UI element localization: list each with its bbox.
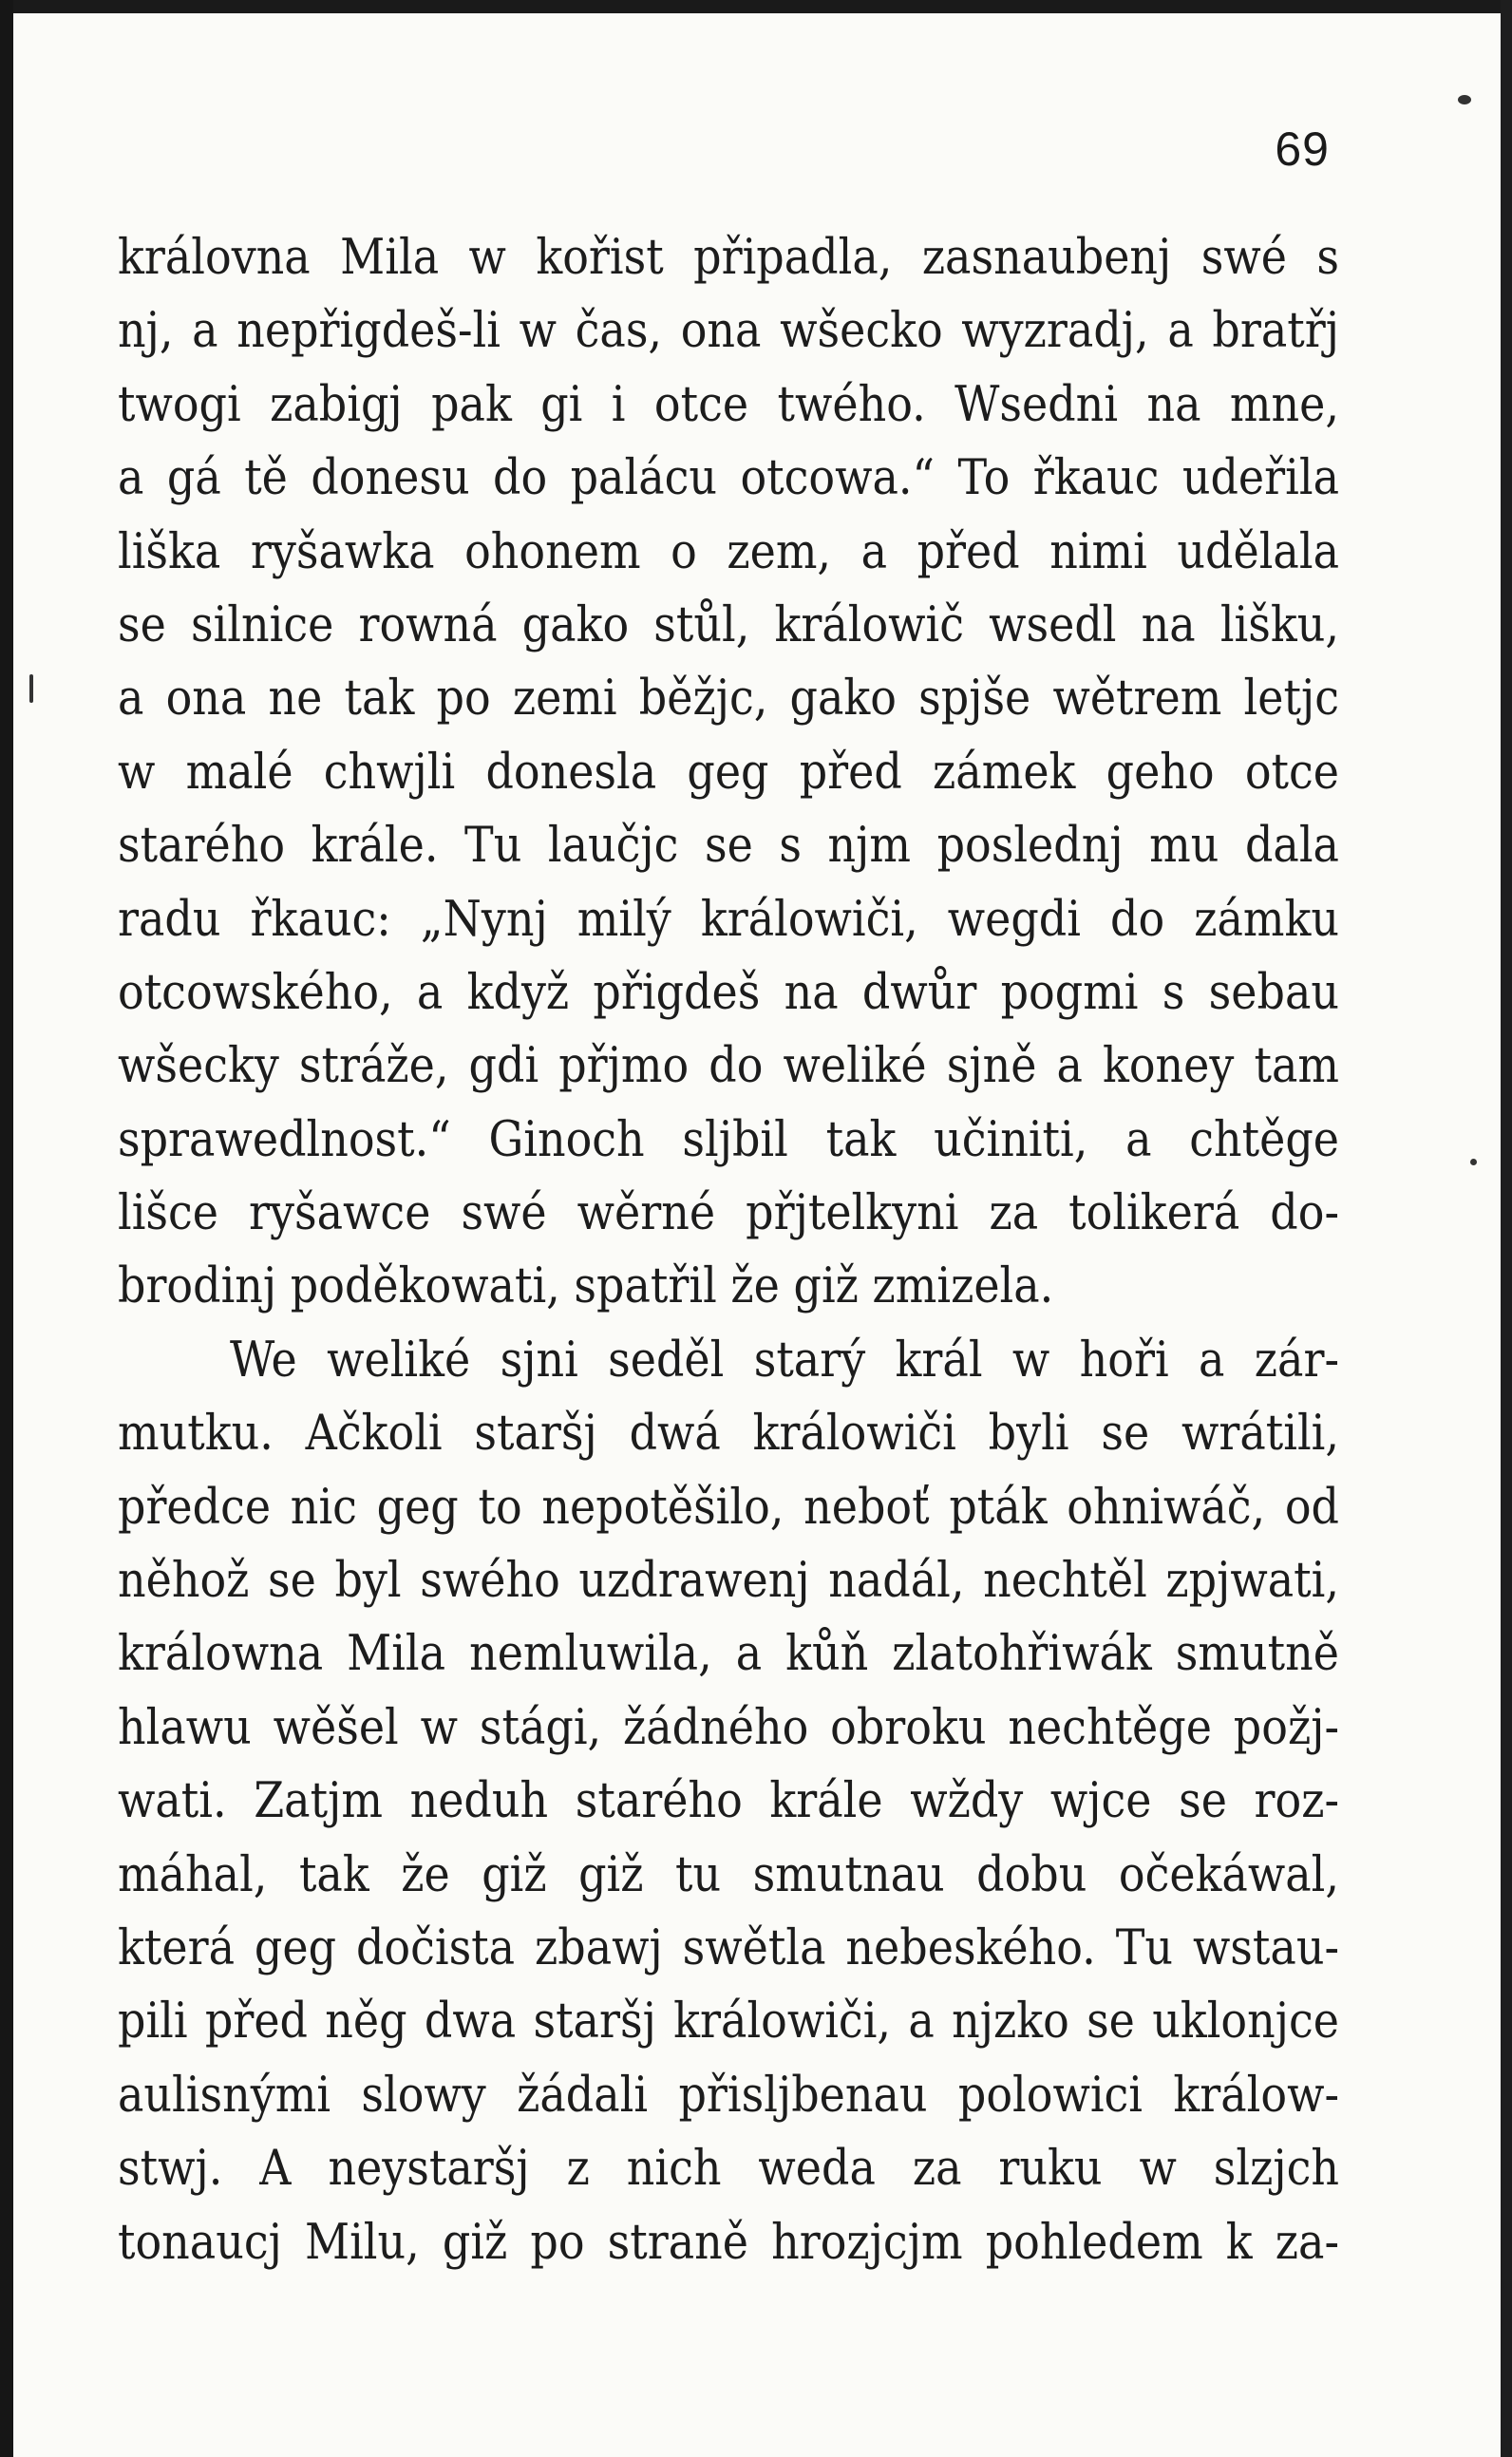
text-line: aulisnými slowy žádali přisljbenau polowici králow-: [118, 2065, 1339, 2123]
text-line: otcowského, a když přigdeš na dwůr pogmi s sebau: [118, 962, 1339, 1021]
text-line: něhož se byl swého uzdrawenj nadál, nechtěl zpjwati,: [118, 1550, 1339, 1609]
text-line: radu řkauc: „Nynj milý králowiči, wegdi do zámku: [118, 889, 1339, 947]
text-line: sprawedlnost.“ Ginoch sljbil tak učiniti, a chtěge: [118, 1109, 1339, 1167]
scan-edge-left: [0, 0, 13, 2457]
text-line: w malé chwjli donesla geg před zámek geho otce: [118, 742, 1339, 800]
text-line: pili před něg dwa staršj králowiči, a njzko se uklonjce: [118, 1992, 1339, 2050]
text-line: nj, a nepřigdeš-li w čas, ona wšecko wyzradj, a bratřj: [118, 301, 1339, 359]
scan-edge-top: [0, 0, 1512, 13]
scan-speck: [29, 674, 33, 703]
text-line: a gá tě donesu do palácu otcowa.“ To řkauc udeřila: [118, 447, 1339, 506]
text-line: se silnice rowná gako stůl, králowič wsedl na lišku,: [118, 595, 1339, 653]
scan-speck: [1470, 1159, 1477, 1165]
page-number: 69: [1275, 123, 1330, 176]
text-line: wati. Zatjm neduh starého krále wždy wjce se roz-: [118, 1770, 1339, 1829]
text-line: máhal, tak že giž giž tu smutnau dobu očekáwal,: [118, 1844, 1339, 1902]
text-line: králowna Mila nemluwila, a kůň zlatohřiwák smutně: [118, 1624, 1339, 1682]
scan-edge-right: [1501, 0, 1512, 2457]
text-line: která geg dočista zbawj swětla nebeského. Tu wstau-: [118, 1918, 1339, 1976]
text-line: královna Mila w kořist připadla, zasnaubenj swé s: [118, 227, 1339, 286]
body-text: [118, 220, 1339, 2278]
text-line: twogi zabigj pak gi i otce twého. Wsedni na mne,: [118, 374, 1339, 432]
text-line: lišce ryšawce swé wěrné přjtelkyni za tolikerá do-: [118, 1182, 1339, 1241]
text-line: hlawu wěšel w stági, žádného obroku nechtěge požj-: [118, 1697, 1339, 1755]
text-line: starého krále. Tu laučjc se s njm poslednj mu dala: [118, 815, 1339, 874]
text-line: a ona ne tak po zemi běžjc, gako spjše wětrem letjc: [118, 669, 1339, 727]
text-line-paragraph-end: brodinj poděkowati, spatřil že giž zmizela.: [118, 1257, 1054, 1314]
text-line: předce nic geg to nepotěšilo, neboť pták ohniwáč, od: [118, 1477, 1339, 1535]
text-line: stwj. A neystaršj z nich weda za ruku w slzjch: [118, 2138, 1339, 2197]
text-line-paragraph-start: We weliké sjni seděl starý král w hoři a zár-: [230, 1330, 1339, 1389]
scan-speck: [1458, 95, 1471, 104]
text-line: tonaucj Milu, giž po straně hrozjcjm pohledem k za-: [118, 2212, 1339, 2270]
text-line: mutku. Ačkoli staršj dwá králowiči byli se wrátili,: [118, 1403, 1339, 1462]
text-line: wšecky stráže, gdi přjmo do weliké sjně a koney tam: [118, 1035, 1339, 1094]
text-line: liška ryšawka ohonem o zem, a před nimi udělala: [118, 521, 1339, 579]
